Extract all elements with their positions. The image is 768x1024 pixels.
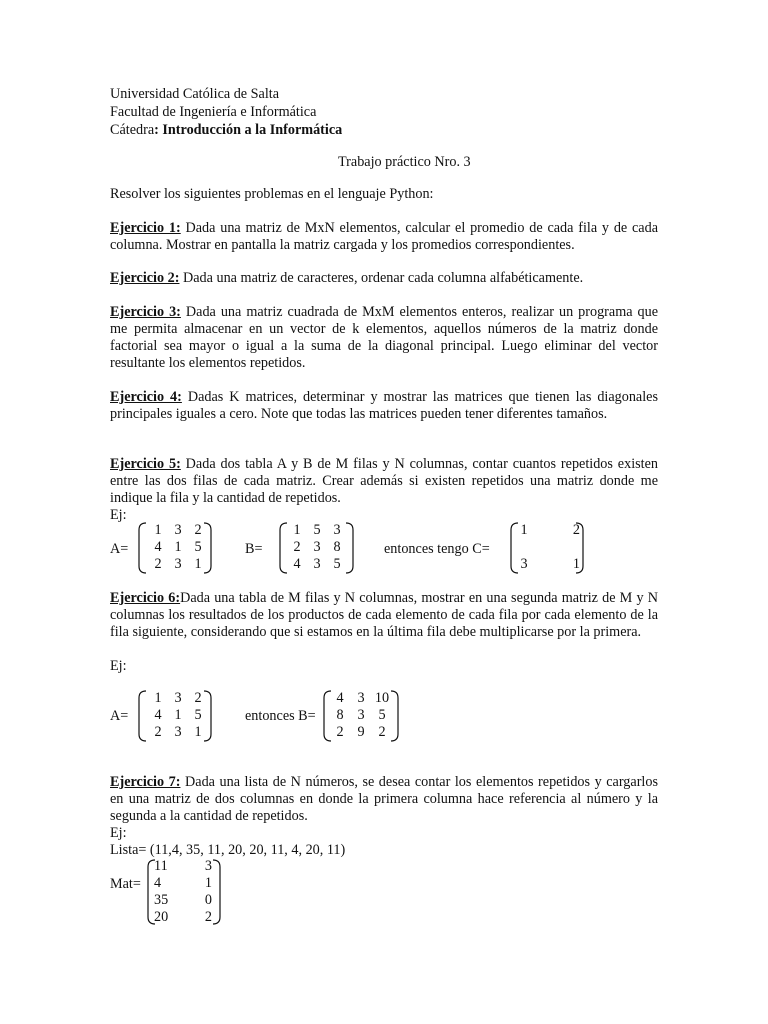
exercise-label: Ejercicio 3: [110, 304, 181, 320]
mat-row: 20 2 [154, 909, 212, 925]
matrix-c-row: 3 1 [520, 556, 580, 572]
intro-text: Resolver los siguientes problemas en el lenguaje Python: [110, 186, 434, 202]
right-bracket [203, 522, 213, 574]
right-bracket [203, 690, 213, 742]
exercise-label: Ejercicio 4: [110, 389, 182, 405]
exercise-text: Dada una matriz de MxN elementos, calcular el promedio de cada fila y de cada columna. Mostrar en pantalla la matriz cargada y los promedios correspondientes. [110, 220, 658, 253]
university-name: Universidad Católica de Salta [110, 86, 280, 102]
exercise-7 [110, 774, 658, 825]
matrix-a-row: 4 1 5 [154, 707, 202, 723]
exercise-text: Dada una lista de N números, se desea contar los elementos repetidos y cargarlos en una matriz de dos columnas en donde la primera columna hace referencia al número y la segunda a la cantidad de repetidos. [110, 774, 658, 824]
exercise-label: Ejercicio 2: [110, 270, 180, 286]
chair-label: Cátedra [110, 122, 155, 138]
matrix-a-row: 2 3 1 [154, 556, 202, 572]
exercise-label: Ejercicio 7: [110, 774, 181, 790]
exercise-label: Ejercicio 1: [110, 220, 181, 236]
matrix-b-row: 4 3 10 [336, 690, 390, 706]
matrix-a-label: A= [110, 708, 129, 724]
right-bracket [212, 859, 222, 925]
exercise-5 [110, 456, 658, 507]
exercise-text: Dada una tabla de M filas y N columnas, mostrar en una segunda matriz de M y N columnas los resultados de los productos de cada elemento de cada fila por cada elemento de la fila siguiente, considerando que si estamos en la última fila debe multiplicarse por la primera. [110, 590, 658, 640]
left-bracket [137, 690, 147, 742]
matrix-a-row: 1 3 2 [154, 522, 202, 538]
right-bracket [345, 522, 355, 574]
example-label: Ej: [110, 658, 127, 674]
matrix-b-row: 2 9 2 [336, 724, 386, 740]
matrix-b-row: 2 3 8 [293, 539, 341, 555]
matrix-a-row: 2 3 1 [154, 724, 202, 740]
matrix-a-label: A= [110, 541, 129, 557]
exercise-text: Dadas K matrices, determinar y mostrar las matrices que tienen las diagonales principales iguales a cero. Note que todas las matrices pueden tener diferentes tamaños. [110, 389, 658, 422]
matrix-b-row: 1 5 3 [293, 522, 341, 538]
matrix-c-row [512, 539, 580, 557]
matrix-c-row: 1 2 [520, 522, 580, 538]
matrix-b-row: 8 3 5 [336, 707, 386, 723]
mat-label: Mat= [110, 876, 141, 892]
matrix-b-label: B= [245, 541, 263, 557]
example-label: Ej: [110, 825, 127, 841]
exercise-6 [110, 590, 658, 641]
matrix-a-row: 1 3 2 [154, 690, 202, 706]
exercise-4 [110, 389, 658, 423]
page-title: Trabajo práctico Nro. 3 [338, 154, 471, 170]
exercise-text: Dada una matriz cuadrada de MxM elementos enteros, realizar un programa que me permita almacenar en un vector de k elementos, aquellos números de la matriz donde factorial sea mayor o igual a la suma de la diagonal principal. Luego eliminar del vector resultante los elementos repetidos. [110, 304, 659, 371]
exercise-1 [110, 220, 658, 254]
matrix-b-row: 4 3 5 [293, 556, 341, 572]
left-bracket [137, 522, 147, 574]
exercise-text: Dada dos tabla A y B de M filas y N columnas, contar cuantos repetidos existen entre las dos filas de cada matriz. Crear además si existen repetidos una matriz donde me indique la fila y la cantidad de repetidos. [110, 456, 658, 506]
exercise-3 [110, 304, 658, 372]
right-bracket [575, 522, 585, 574]
mat-row: 35 0 [154, 892, 212, 908]
exercise-label: Ejercicio 5: [110, 456, 181, 472]
exercise-2 [110, 270, 658, 287]
faculty-name: Facultad de Ingeniería e Informática [110, 104, 317, 120]
matrix-a-row: 4 1 5 [154, 539, 202, 555]
example-label: Ej: [110, 507, 127, 523]
list-line: Lista= (11,4, 35, 11, 20, 20, 11, 4, 20, 11) [110, 842, 346, 858]
mat-row: 11 3 [154, 858, 212, 874]
matrix-c-label: entonces tengo C= [384, 541, 490, 557]
mat-row: 4 1 [154, 875, 212, 891]
chair-name: : Introducción a la Informática [154, 122, 343, 138]
exercise-text: Dada una matriz de caracteres, ordenar cada columna alfabéticamente. [179, 270, 584, 286]
matrix-b-label: entonces B= [245, 708, 316, 724]
chair-line [110, 122, 342, 139]
right-bracket [390, 690, 400, 742]
exercise-label: Ejercicio 6: [110, 590, 181, 606]
